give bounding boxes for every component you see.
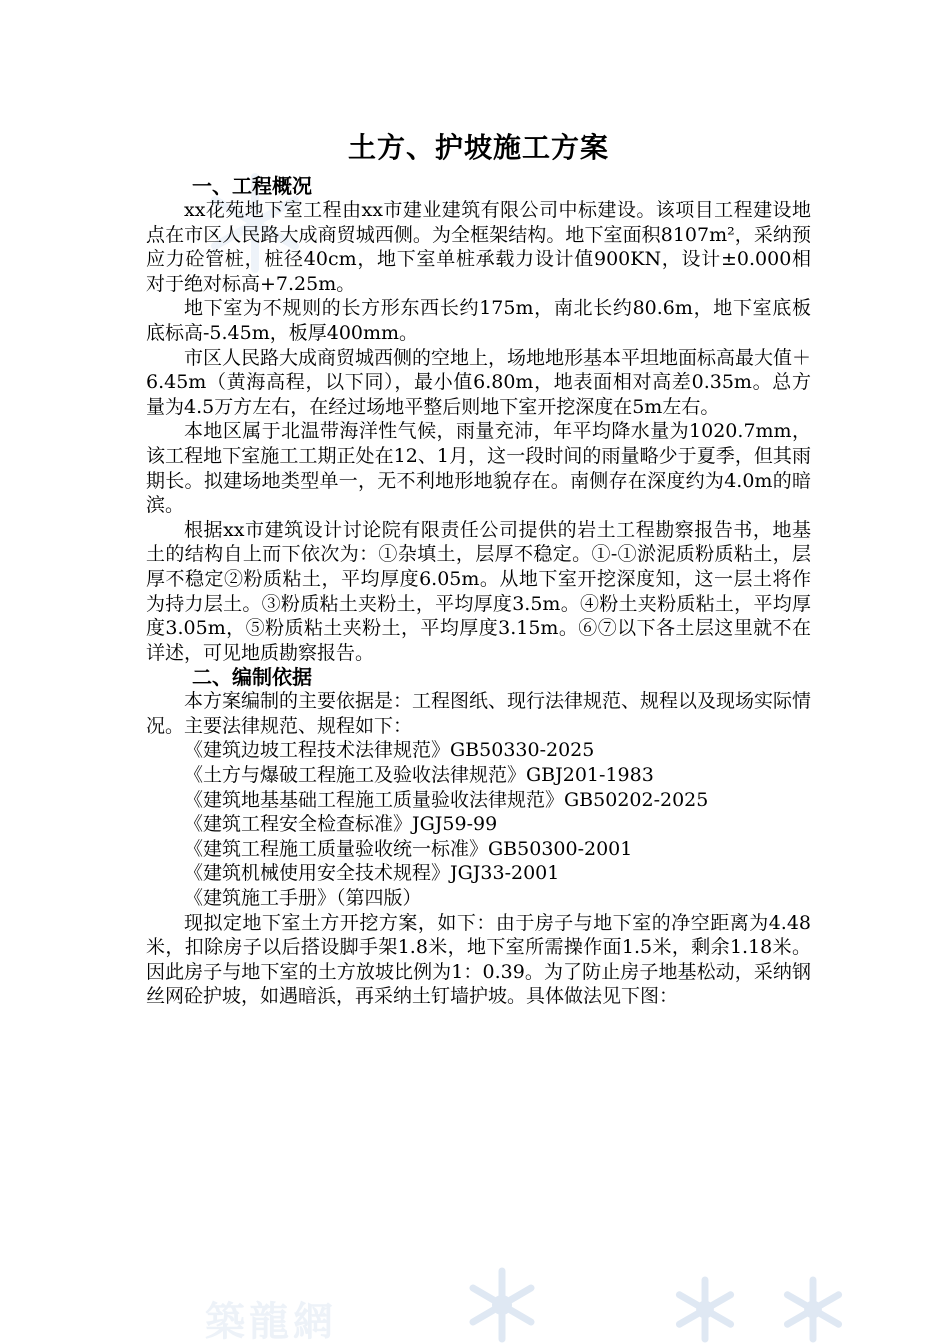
paragraph: xx花苑地下室工程由xx市建业建筑有限公司中标建设。该项目工程建设地点在市区人民路大成商贸城西侧。为全框架结构。地下室面积8107m²，采纳预应力砼管桩，桩径40cm，地下室单桩承载力设计值900KN，设计±0.000相对于绝对标高+7.25m。	[146, 199, 811, 295]
reference-item: 《建筑边坡工程技术法律规范》GB50330-2025	[184, 739, 595, 762]
document-body	[146, 128, 811, 1009]
reference-item: 《建筑地基基础工程施工质量验收法律规范》GB50202-2025	[184, 788, 709, 811]
paragraph: 本地区属于北温带海洋性气候，雨量充沛，年平均降水量为1020.7mm，该工程地下室施工工期正处在12、1月，这一段时间的雨量略少于夏季，但其雨期长。拟建场地类型单一，无不利地形地貌存在。南侧存在深度约为4.0m的暗滨。	[146, 420, 811, 517]
reference-item: 《建筑工程安全检查标准》JGJ59-99	[184, 813, 498, 836]
reference-item: 《土方与爆破工程施工及验收法律规范》GBJ201-1983	[184, 764, 654, 787]
paragraph: 本方案编制的主要依据是：工程图纸、现行法律规范、规程以及现场实际情况。主要法律规范、规程如下：	[146, 690, 812, 737]
document-title: 土方、护坡施工方案	[347, 131, 609, 164]
snowflake-icon	[462, 1265, 542, 1344]
section-heading-basis: 二、编制依据	[192, 665, 312, 690]
reference-item: 《建筑工程施工质量验收统一标准》GB50300-2001	[184, 837, 633, 860]
snowflake-icon	[670, 1275, 740, 1344]
section-heading-overview: 一、工程概况	[192, 174, 312, 198]
snowflake-icon	[778, 1275, 848, 1344]
paragraph: 现拟定地下室土方开挖方案，如下：由于房子与地下室的净空距离为4.48米，扣除房子以后搭设脚手架1.8米，地下室所需操作面1.5米，剩余1.18米。因此房子与地下室的土方放坡比例为1：0.39。为了防止房子地基松动，采纳钢丝网砼护坡，如遇暗浜，再采纳土钉墙护坡。具体做法见下图：	[146, 911, 811, 1008]
paragraph: 市区人民路大成商贸城西侧的空地上，场地地形基本平坦地面标高最大值＋6.45m（黄海高程，以下同），最小值6.80m，地表面相对高差0.35m。总方量为4.5万方左右，在经过场地平整后则地下室开挖深度在5m左右。	[146, 346, 812, 418]
reference-item: 《建筑机械使用安全技术规程》JGJ33-2001	[184, 862, 560, 885]
watermark-text: 築龍網	[205, 1299, 337, 1344]
paragraph: 根据xx市建筑设计讨论院有限责任公司提供的岩土工程勘察报告书，地基土的结构自上而下依次为：①杂填土，层厚不稳定。①-①淤泥质粉质粘土，层厚不稳定②粉质粘土，平均厚度6.05m。从地下室开挖深度知，这一层土将作为持力层土。③粉质粘土夹粉土，平均厚度3.5m。④粉土夹粉质粘土，平均厚度3.05m，⑤粉质粘土夹粉土，平均厚度3.15m。⑥⑦以下各土层这里就不在详述，可见地质勘察报告。	[146, 518, 811, 664]
paragraph: 地下室为不规则的长方形东西长约175m，南北长约80.6m，地下室底板底标高-5.45m，板厚400mm。	[146, 297, 811, 344]
reference-item: 《建筑施工手册》（第四版）	[184, 887, 422, 910]
